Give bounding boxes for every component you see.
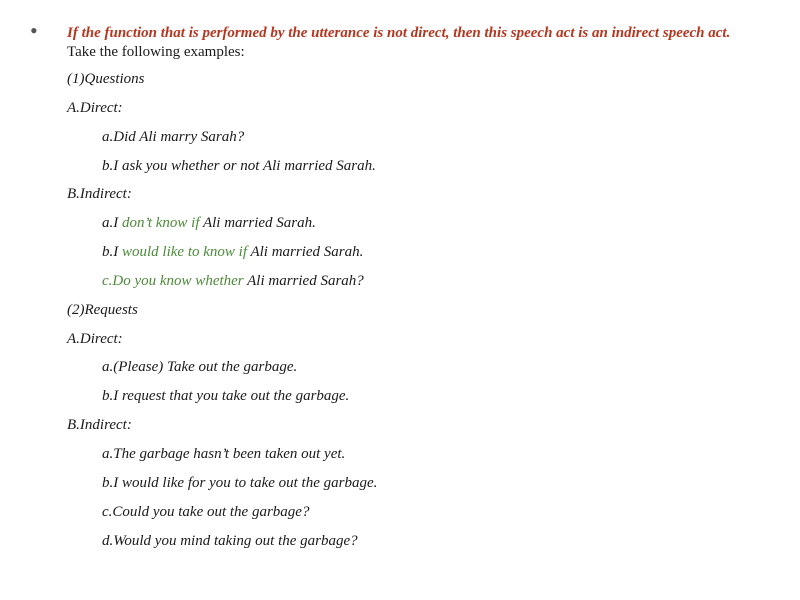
- requests-direct-example-b: b.I request that you take out the garbage.: [102, 388, 350, 404]
- requests-title: (2)Requests: [67, 302, 138, 318]
- questions-indirect-example-a: [102, 214, 316, 232]
- questions-direct-example-b: b.I ask you whether or not Ali married Sarah.: [102, 158, 376, 174]
- questions-title: (1)Questions: [67, 71, 145, 87]
- questions-indirect-example-b: [102, 243, 363, 261]
- indirect-marker-highlight: would like to know if: [122, 244, 247, 260]
- questions-direct-example-a: a.Did Ali marry Sarah?: [102, 129, 245, 145]
- example-suffix: Ali married Sarah?: [243, 273, 364, 289]
- requests-direct-example-a: a.(Please) Take out the garbage.: [102, 359, 298, 375]
- intro-text: Take the following examples:: [67, 44, 245, 60]
- questions-indirect-example-c: [102, 272, 364, 290]
- definition-statement: If the function that is performed by the utterance is not direct, then this speech act is an indirect speech act.: [67, 25, 731, 41]
- bullet-icon: •: [30, 18, 38, 43]
- requests-indirect-example-b: b.I would like for you to take out the garbage.: [102, 475, 378, 491]
- example-prefix: a.I: [102, 215, 122, 231]
- questions-direct-label: A.Direct:: [67, 100, 123, 116]
- questions-indirect-label: B.Indirect:: [67, 186, 132, 202]
- requests-direct-label: A.Direct:: [67, 331, 123, 347]
- example-suffix: Ali married Sarah.: [199, 215, 316, 231]
- indirect-marker-highlight: don’t know if: [122, 215, 200, 231]
- example-suffix: Ali married Sarah.: [247, 244, 364, 260]
- indirect-marker-highlight: c.Do you know whether: [102, 273, 244, 289]
- requests-indirect-example-a: a.The garbage hasn’t been taken out yet.: [102, 446, 346, 462]
- requests-indirect-example-c: c.Could you take out the garbage?: [102, 504, 310, 520]
- requests-indirect-label: B.Indirect:: [67, 417, 132, 433]
- requests-indirect-example-d: d.Would you mind taking out the garbage?: [102, 533, 358, 549]
- example-prefix: b.I: [102, 244, 122, 260]
